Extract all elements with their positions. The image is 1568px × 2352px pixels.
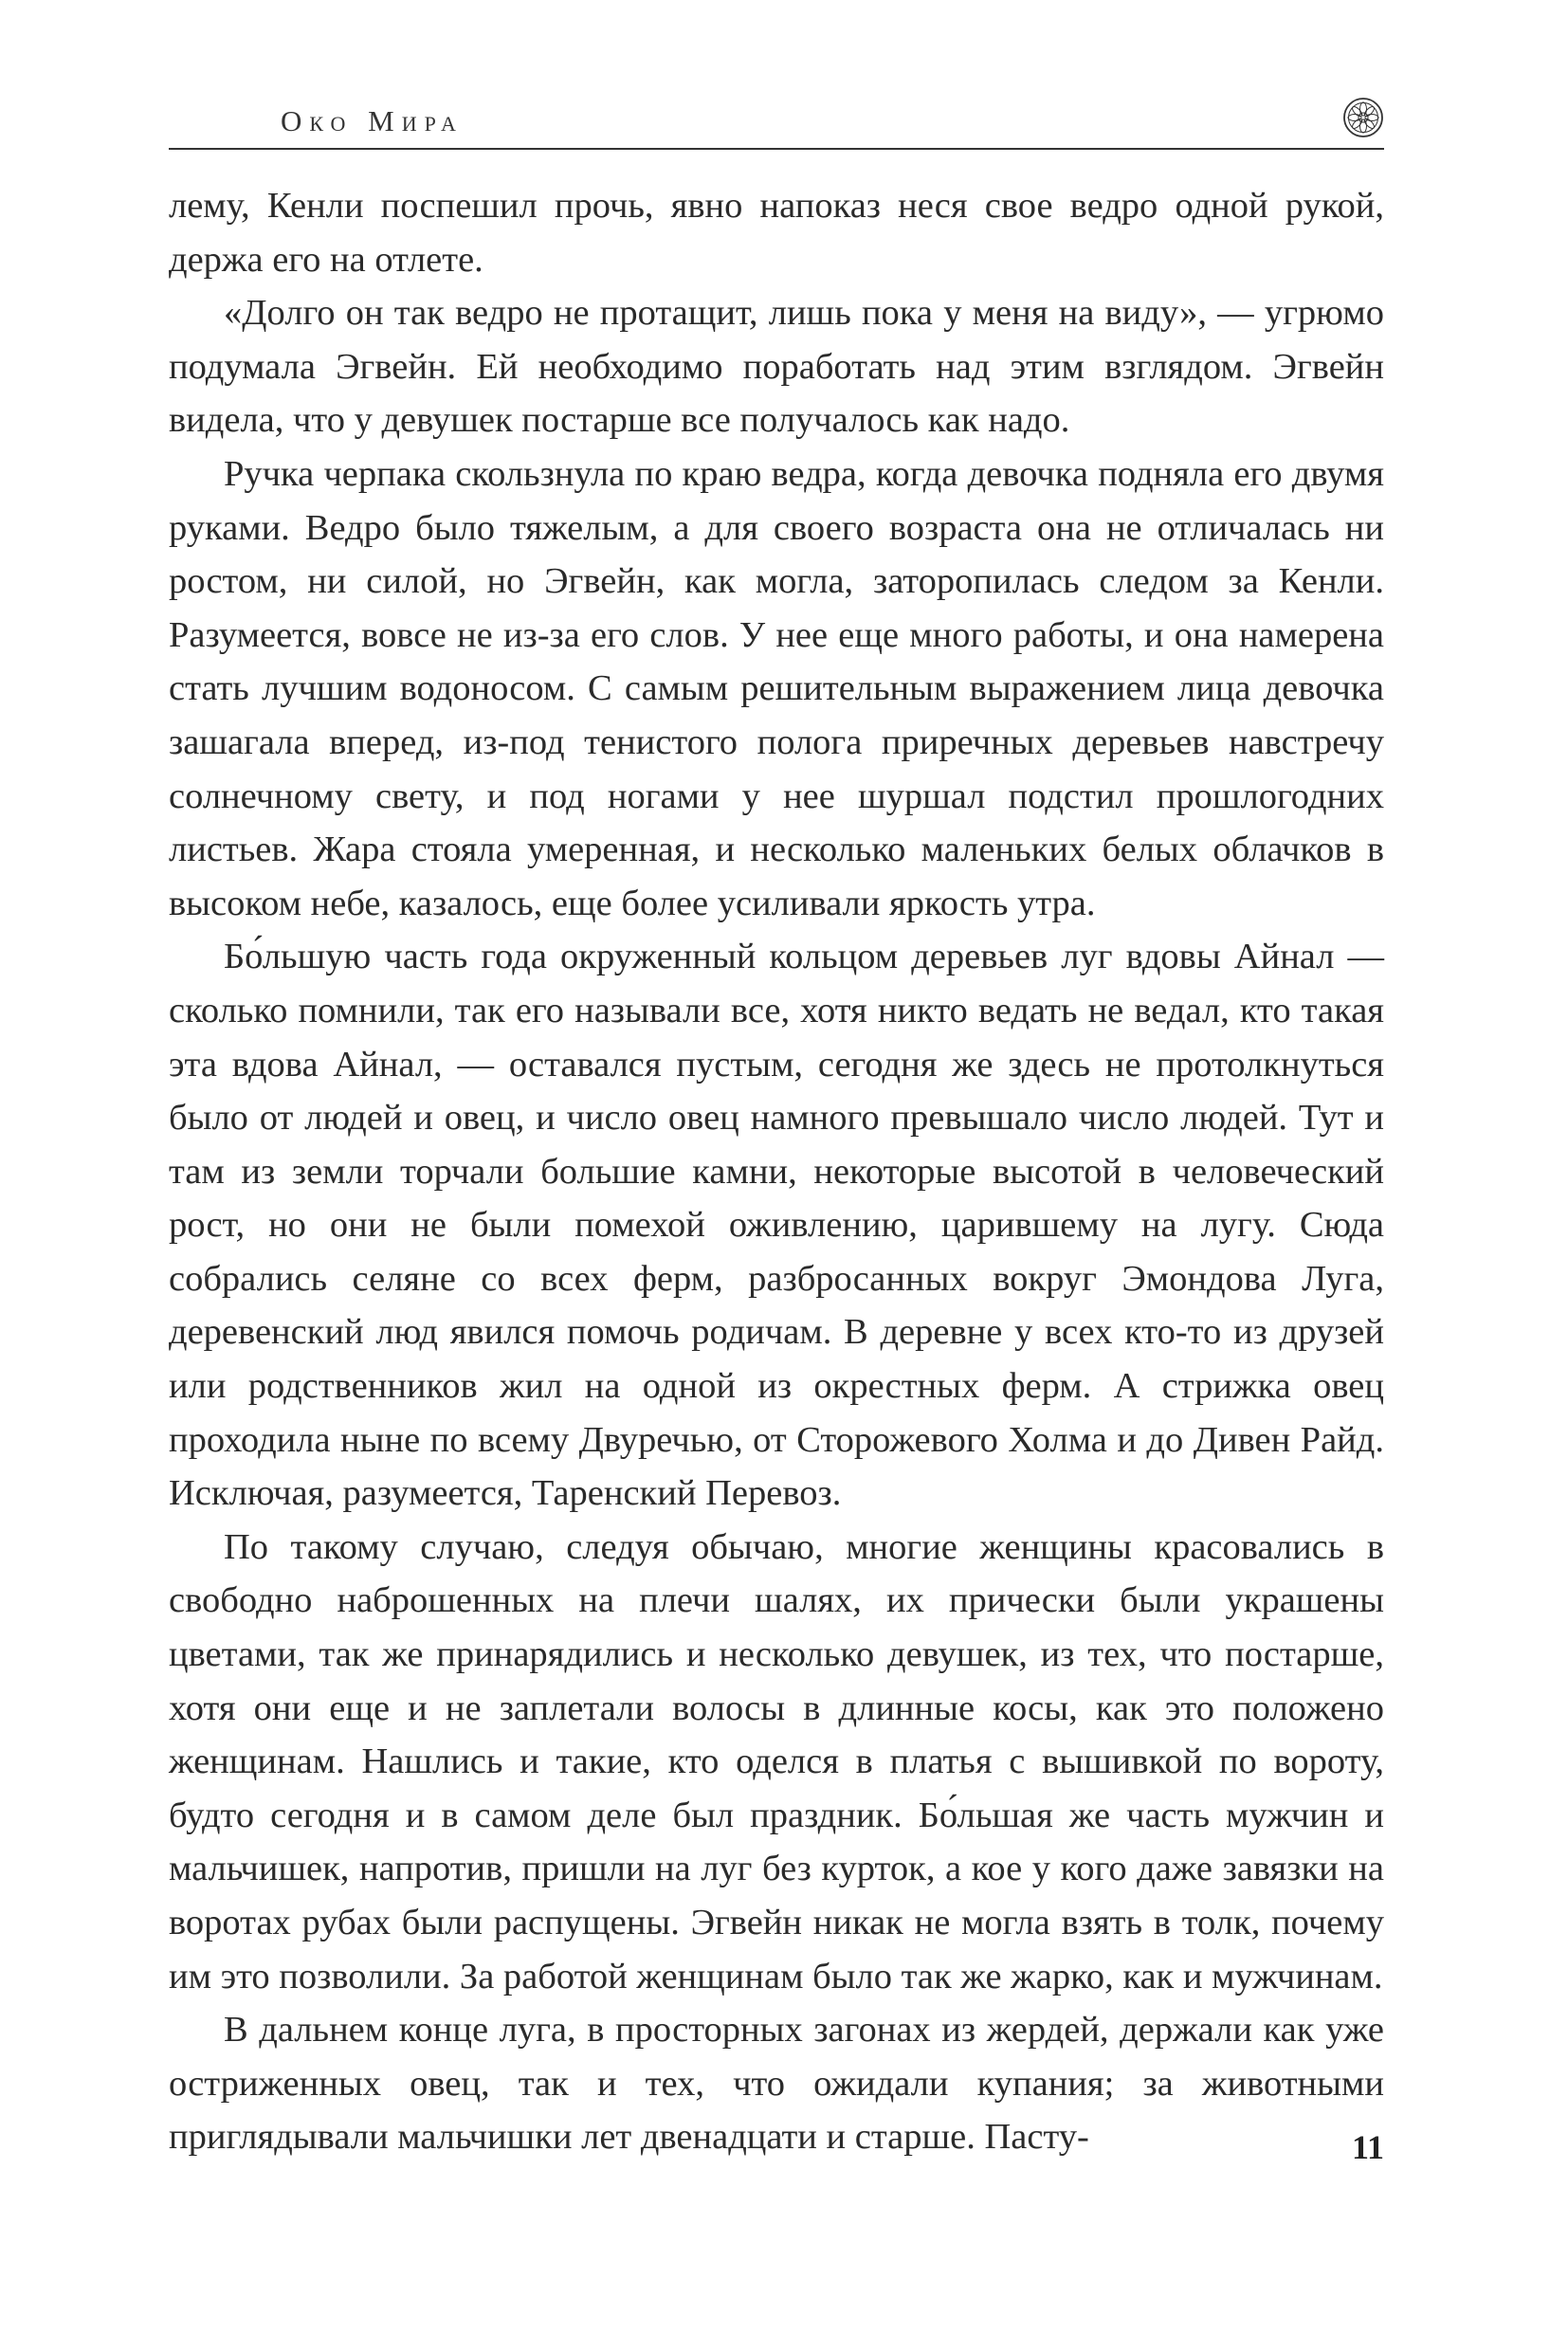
running-header xyxy=(169,91,1384,150)
running-title: Око Мира xyxy=(281,104,464,137)
paragraph: лему, Кенли поспешил прочь, явно напоказ неся свое ведро одной рукой, держа его на отлете. xyxy=(169,186,1384,280)
paragraph: Бо́льшую часть года окруженный кольцом деревьев луг вдовы Айнал — сколько помнили, так его называли все, хотя никто ведать не ведал, кто такая эта вдова Айнал, — оставался пустым, сегодня же здесь не протолкнуться было от людей и овец, и число овец намного превышало число людей. Тут и там из земли торчали большие камни, некоторые высотой в человеческий рост, но они не были помехой оживлению, царившему на лугу. Сюда собрались селяне со всех ферм, разбросанных вокруг Эмондова Луга, деревенский люд явился помочь родичам. В деревне у всех кто-то из друзей или родственников жил на одной из окрестных ферм. А стрижка овец проходила ныне по всему Двуречью, от Сторожевого Холма и до Дивен Райд. Исключая, разумеется, Таренский Перевоз. xyxy=(169,937,1384,1514)
emblem-icon xyxy=(1342,97,1384,138)
paragraph: В дальнем конце луга, в просторных загонах из жердей, держали как уже остриженных овец, так и тех, что ожидали купания; за животными приглядывали мальчишки лет двенадцати и старше. Пасту- xyxy=(169,2010,1384,2158)
body-text xyxy=(169,179,1384,2164)
paragraph: По такому случаю, следуя обычаю, многие женщины красовались в свободно наброшенных на плечи шалях, их прически были украшены цветами, так же принарядились и несколько девушек, из тех, что постарше, хотя они еще и не заплетали волосы в длинные косы, как это положено женщинам. Нашлись и такие, кто оделся в платья с вышивкой по вороту, будто сегодня и в самом деле был праздник. Бо́льшая же часть мужчин и мальчишек, напротив, пришли на луг без курток, а кое у кого даже завязки на воротах рубах были распущены. Эгвейн никак не могла взять в толк, почему им это позволили. За работой женщинам было так же жарко, как и мужчинам. xyxy=(169,1526,1384,1996)
paragraph: Ручка черпака скользнула по краю ведра, когда девочка подняла его двумя руками. Ведро было тяжелым, а для своего возраста она не отличалась ни ростом, ни силой, но Эгвейн, как могла, заторопилась следом за Кенли. Разумеется, вовсе не из-за его слов. У нее еще много работы, и она намерена стать лучшим водоносом. С самым решительным выражением лица девочка зашагала вперед, из-под тенистого полога приречных деревьев навстречу солнечному свету, и под ногами у нее шуршал подстил прошлогодних листьев. Жара стояла умеренная, и несколько маленьких белых облачков в высоком небе, казалось, еще более усиливали яркость утра. xyxy=(169,453,1384,923)
paragraph: «Долго он так ведро не протащит, лишь пока у меня на виду», — угрюмо подумала Эгвейн. Ей необходимо поработать над этим взглядом. Эгвейн видела, что у девушек постарше все получалось как надо. xyxy=(169,293,1384,441)
page-number: 11 xyxy=(1351,2128,1384,2166)
